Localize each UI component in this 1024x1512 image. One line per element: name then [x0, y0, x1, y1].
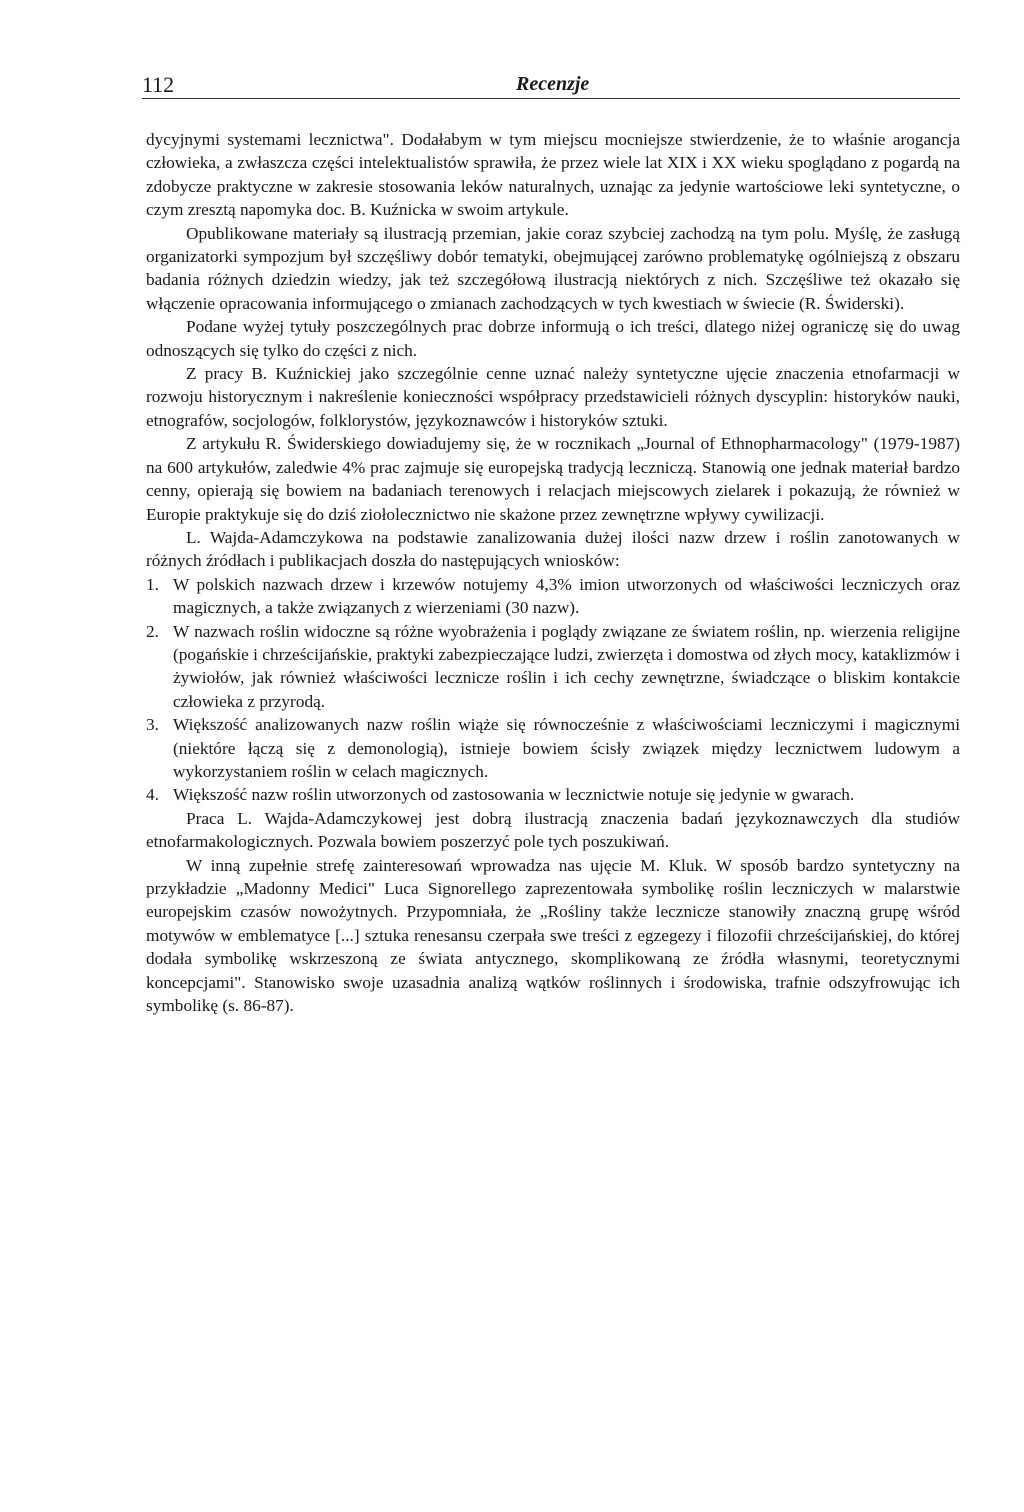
header-rule: [142, 98, 960, 99]
list-item: [146, 620, 960, 714]
paragraph: Z pracy B. Kuźnickiej jako szczególnie cenne uznać należy syntetyczne ujęcie znaczenia etnofarmacji w rozwoju historycznym i nakreślenie konieczności współpracy przedstawicieli różnych dyscyplin: historyków nauki, etnografów, socjologów, folklorystów, językoznawców i historyków sztuki.: [146, 364, 960, 430]
list-item: [146, 713, 960, 783]
paragraph: Z artykułu R. Świderskiego dowiadujemy się, że w rocznikach „Journal of Ethnopharmacology" (1979-1987) na 600 artykułów, zaledwie 4% prac zajmuje się europejską tradycją leczniczą. Stanowią one jednak materiał bardzo cenny, opierają się bowiem na badaniach terenowych i relacjach miejscowych zielarek i pokazują, że również w Europie praktykuje się do dziś ziołolecznictwo nie skażone przez zewnętrzne wpływy cywilizacji.: [146, 434, 960, 524]
section-title: Recenzje: [516, 73, 590, 95]
list-item-text: Większość analizowanych nazw roślin wiąże się równocześnie z właściwościami leczniczymi i magicznymi (niektóre łączą się z demonologią), istnieje bowiem ścisły związek między lecznictwem ludowym a wykorzystaniem roślin w celach magicznych.: [173, 715, 960, 781]
paragraph: W inną zupełnie strefę zainteresowań wprowadza nas ujęcie M. Kluk. W sposób bardzo syntetyczny na przykładzie „Madonny Medici" Luca Signorellego zaprezentowała symbolikę roślin leczniczych w malarstwie europejskim czasów nowożytnych. Przypomniała, że „Rośliny także lecznicze stanowiły znaczną grupę wśród motywów w emblematyce [...] sztuka renesansu czerpała swe treści z egzegezy i filozofii chrześcijańskiej, do której dodała symbolikę wskrzeszoną ze świata antycznego, skomplikowaną ze źródła własnymi, teoretycznymi koncepcjami". Stanowisko swoje uzasadnia analizą wątków roślinnych i środowiska, trafnie odszyfrowując ich symbolikę (s. 86-87).: [146, 855, 960, 1016]
paragraph: L. Wajda-Adamczykowa na podstawie zanalizowania dużej ilości nazw drzew i roślin zanotowanych w różnych źródłach i publikacjach doszła do następujących wniosków:: [146, 527, 960, 571]
paragraph: Podane wyżej tytuły poszczególnych prac dobrze informują o ich treści, dlatego niżej ograniczę się do uwag odnoszących się tylko do części z nich.: [146, 317, 960, 360]
list-item-text: W polskich nazwach drzew i krzewów notujemy 4,3% imion utworzonych od właściwości leczniczych oraz magicznych, a także związanych z wierzeniami (30 nazw).: [173, 574, 960, 618]
list-item: [146, 573, 960, 620]
list-item-text: W nazwach roślin widoczne są różne wyobrażenia i poglądy związane ze światem roślin, np. wierzenia religijne (pogańskie i chrześcijańskie, praktyki zabezpieczające ludzi, zwierzęta i domostwa od złych mocy, kataklizmów i żywiołów, jak również właściwości lecznicze roślin i ich cechy zewnętrzne, świadczące o bliskim kontakcie człowieka z przyrodą.: [173, 621, 960, 711]
list-item-text: Większość nazw roślin utworzonych od zastosowania w lecznictwie notuje się jedynie w gwarach.: [173, 785, 855, 805]
list-item-number: 4.: [146, 785, 159, 805]
paragraph: Praca L. Wajda-Adamczykowej jest dobrą ilustracją znaczenia badań językoznawczych dla studiów etnofarmakologicznych. Pozwala bowiem poszerzyć pole tych poszukiwań.: [146, 808, 960, 852]
conclusions-list: [146, 573, 960, 807]
paragraph-continued: dycyjnymi systemami lecznictwa". Dodałabym w tym miejscu mocniejsze stwierdzenie, że to właśnie arogancja człowieka, a zwłaszcza części intelektualistów sprawiła, że przez wiele lat XIX i XX wieku spoglądano z pogardą na zdobycze praktyczne w zakresie stosowania leków naturalnych, uznając za jedynie wartościowe leki syntetyczne, o czym zresztą napomyka doc. B. Kuźnicka w swoim artykule.: [146, 130, 960, 220]
list-item: [146, 783, 960, 806]
list-item-number: 2.: [146, 621, 159, 641]
list-item-number: 1.: [146, 574, 159, 594]
paragraph: Opublikowane materiały są ilustracją przemian, jakie coraz szybciej zachodzą na tym polu. Myślę, że zasługą organizatorki sympozjum był szczęśliwy dobór tematyki, obejmującej zarówno problematykę ogólniejszą z obszaru badania różnych dziedzin wiedzy, jak też szczegółową ilustracją niektórych z nich. Szczęśliwe też okazało się włączenie opracowania informującego o zmianach zachodzących w tych kwestiach w świecie (R. Świderski).: [146, 223, 960, 313]
article-body: [146, 128, 960, 1017]
list-item-number: 3.: [146, 715, 159, 735]
page-number: 112: [142, 72, 175, 97]
